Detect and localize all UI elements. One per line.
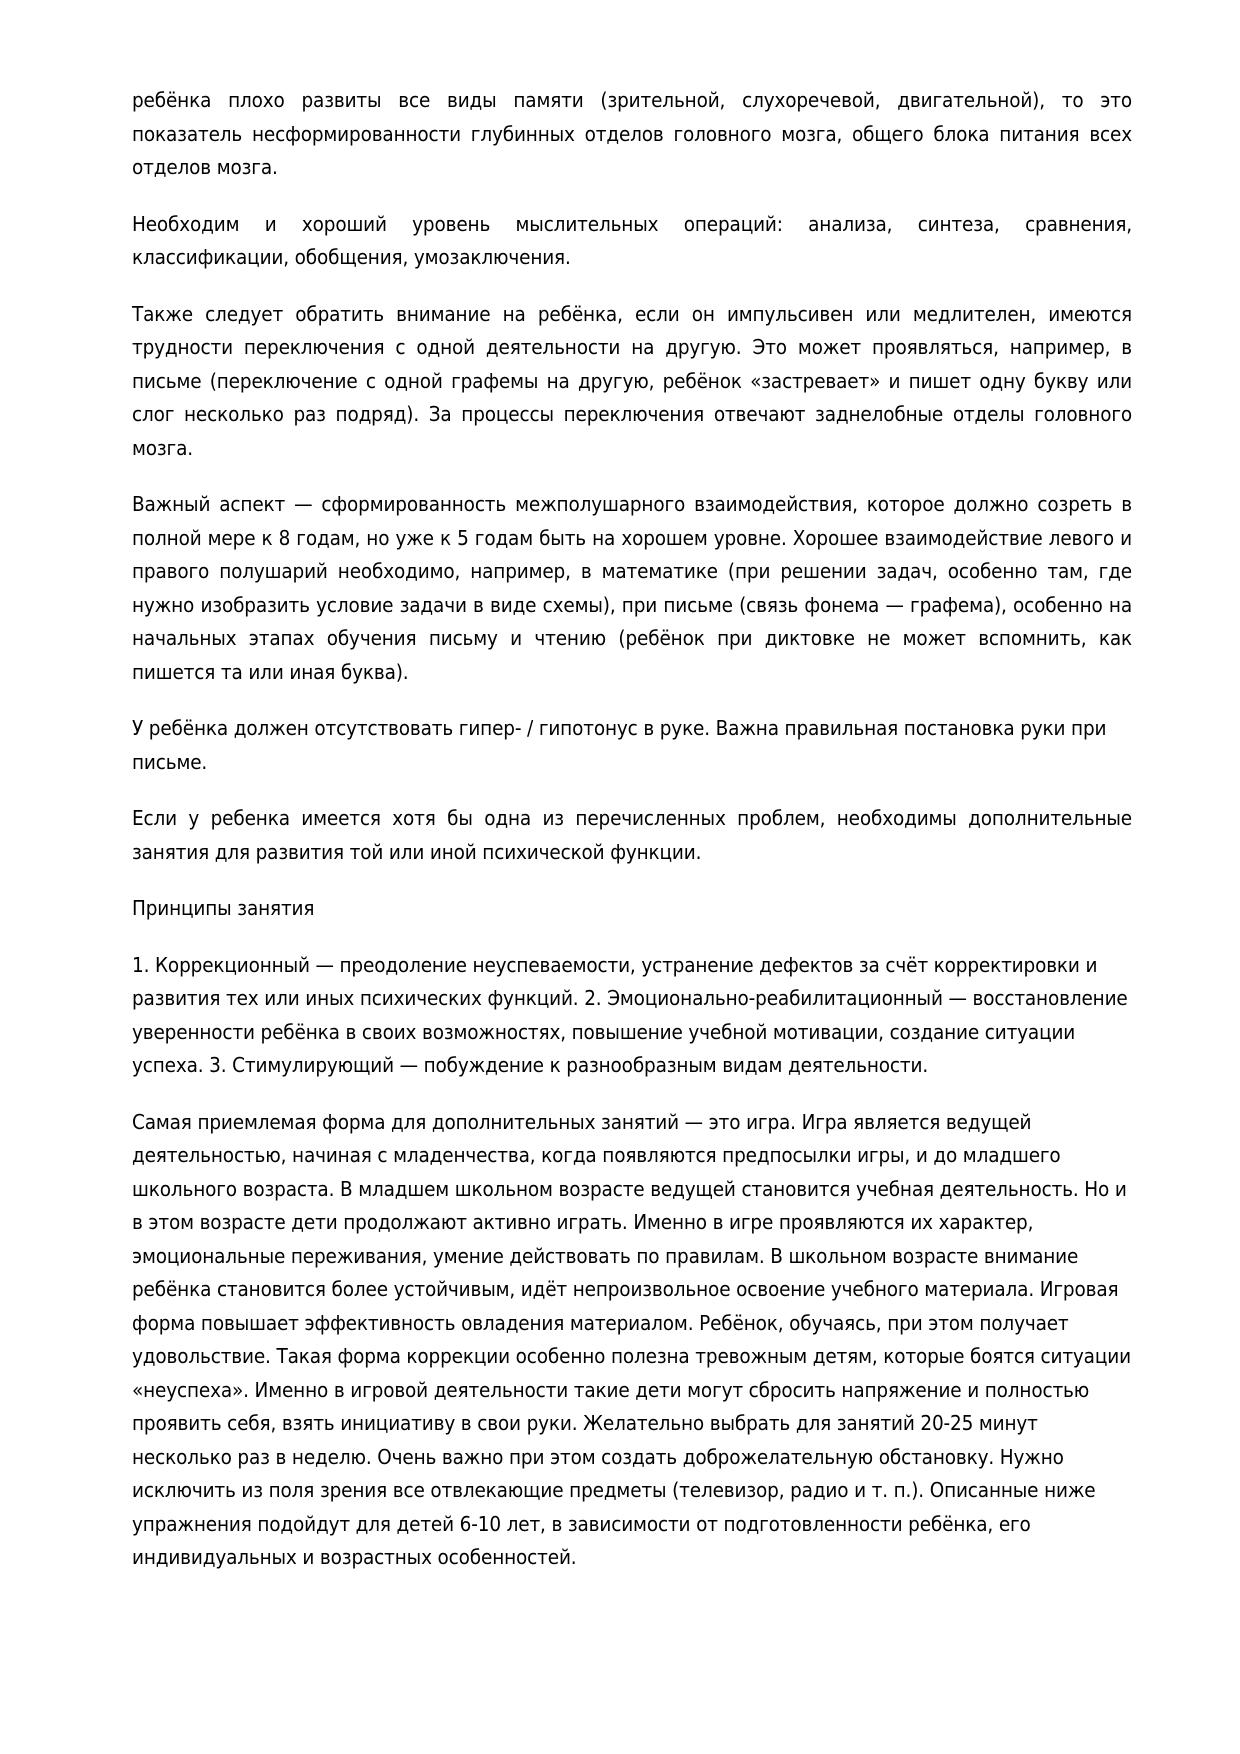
document-body <box>132 84 1132 1575</box>
paragraph-principles-heading: Принципы занятия <box>132 896 315 920</box>
paragraph-impulsive-slow: Также следует обратить внимание на ребёнка, если он импульсивен или медлителен, имеются трудности переключения с одной деятельности на другую. Это может проявляться, например, в письме (переключение с одной графемы на другую, ребёнок «застревает» и пишет одну букву или слог несколько раз подряд). За процессы переключения отвечают заднелобные отделы головного мозга. <box>132 301 1132 460</box>
paragraph-memory-types: ребёнка плохо развиты все виды памяти (зрительной, слухоречевой, двигательной), то это показатель несформированности глубинных отделов головного мозга, общего блока питания всех отделов мозга. <box>132 88 1132 179</box>
paragraph-game-form: Самая приемлемая форма для дополнительных занятий — это игра. Игра является ведущей деятельностью, начиная с младенчества, когда появляются предпосылки игры, и до младшего школьного возраста. В младшем школьном возрасте ведущей становится учебная деятельность. Но и в этом возрасте дети продолжают активно играть. Именно в игре проявляются их характер, эмоциональные переживания, умение действовать по правилам. В школьном возрасте внимание ребёнка становится более устойчивым, идёт непроизвольное освоение учебного материала. Игровая форма повышает эффективность овладения материалом. Ребёнок, обучаясь, при этом получает удовольствие. Такая форма коррекции особенно полезна тревожным детям, которые боятся ситуации «неуспеха». Именно в игровой деятельности такие дети могут сбросить напряжение и полностью проявить себя, взять инициативу в свои руки. Желательно выбрать для занятий 20-25 минут несколько раз в неделю. Очень важно при этом создать доброжелательную обстановку. Нужно исключить из поля зрения все отвлекающие предметы (телевизор, радио и т. п.). Описанные ниже упражнения подойдут для детей 6-10 лет, в зависимости от подготовленности ребёнка, его индивидуальных и возрастных особенностей. <box>132 1109 1131 1569</box>
paragraph-interhemispheric: Важный аспект — сформированность межполушарного взаимодействия, которое должно созреть в полной мере к 8 годам, но уже к 5 годам быть на хорошем уровне. Хорошее взаимодействие левого и правого полушарий необходимо, например, в математике (при решении задач, особенно там, где нужно изобразить условие задачи в виде схемы), при письме (связь фонема — графема), особенно на начальных этапах обучения письму и чтению (ребёнок при диктовке не может вспомнить, как пишется та или иная буква). <box>132 492 1132 684</box>
paragraph-thinking-operations: Необходим и хороший уровень мыслительных операций: анализа, синтеза, сравнения, классификации, обобщения, умозаключения. <box>132 211 1132 269</box>
paragraph-additional-lessons: Если у ребенка имеется хотя бы одна из перечисленных проблем, необходимы дополнительные занятия для развития той или иной психической функции. <box>132 806 1132 864</box>
paragraph-muscle-tone: У ребёнка должен отсутствовать гипер- / гипотонус в руке. Важна правильная постановка руки при письме. <box>132 716 1107 774</box>
paragraph-principles-list: 1. Коррекционный — преодоление неуспеваемости, устранение дефектов за счёт корректировки и развития тех или иных психических функций. 2. Эмоционально-реабилитационный — восстановление уверенности ребёнка в своих возможностях, повышение учебной мотивации, создание ситуации успеха. 3. Стимулирующий — побуждение к разнообразным видам деятельности. <box>132 952 1128 1077</box>
